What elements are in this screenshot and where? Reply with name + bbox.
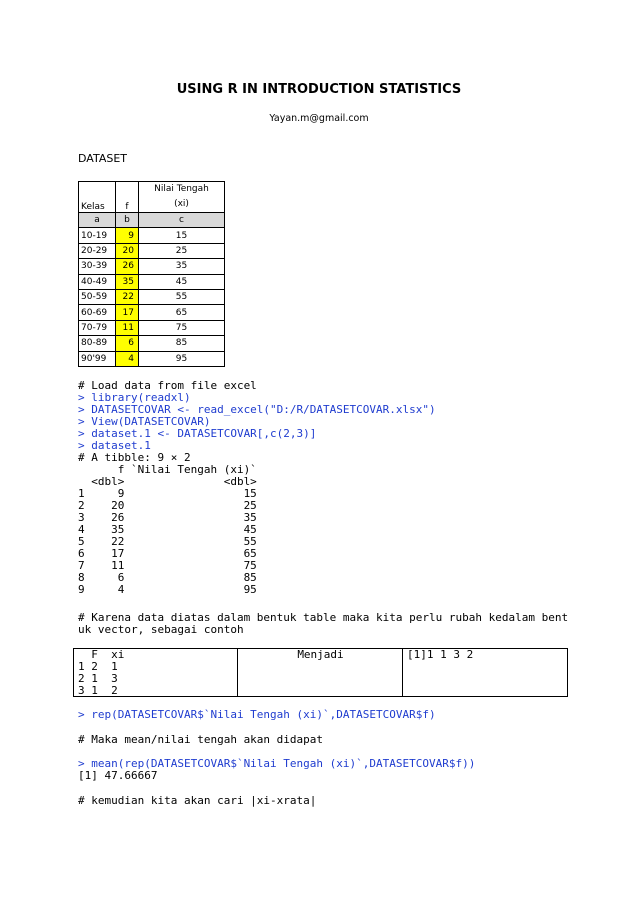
author-email: Yayan.m@gmail.com: [269, 113, 369, 124]
code-comment-load: # Load data from file excel: [78, 379, 257, 392]
section-label: DATASET: [78, 152, 127, 165]
cell-kelas: 20-29: [79, 243, 116, 258]
page-title: USING R IN INTRODUCTION STATISTICS: [176, 82, 462, 97]
table-row: [79, 243, 225, 258]
cell-f: 20: [116, 243, 139, 258]
comment-abs-dev: # kemudian kita akan cari |xi-xrata|: [78, 794, 317, 807]
cell-kelas: 30-39: [79, 259, 116, 274]
output-line: 9 4 95: [78, 583, 257, 596]
cell-kelas: 70-79: [79, 320, 116, 335]
table-row: [79, 336, 225, 351]
cell-f: 35: [116, 274, 139, 289]
example-box: [73, 648, 568, 697]
cell-f: 9: [116, 228, 139, 243]
cell-kelas: 50-59: [79, 289, 116, 304]
cell-xi: 95: [139, 351, 225, 366]
header-kelas: Kelas: [79, 182, 116, 213]
example-menjadi: Menjadi: [237, 649, 403, 696]
output-line: 5 22 55: [78, 535, 257, 548]
cell-kelas: 40-49: [79, 274, 116, 289]
output-line: f `Nilai Tengah (xi)`: [78, 463, 257, 476]
cell-kelas: 10-19: [79, 228, 116, 243]
output-line: 3 26 35: [78, 511, 257, 524]
subheader-a: a: [79, 213, 116, 228]
output-line: 8 6 85: [78, 571, 257, 584]
subheader-b: b: [116, 213, 139, 228]
cell-f: 22: [116, 289, 139, 304]
dataset-table: [78, 181, 225, 367]
table-subheader-row: [79, 213, 225, 228]
header-nilai-tengah-line2: (xi): [174, 199, 189, 209]
header-nilai-tengah: [139, 182, 225, 213]
table-row: [79, 305, 225, 320]
code-mean-line: > mean(rep(DATASETCOVAR$`Nilai Tengah (xi)`,DATASETCOVAR$f)): [78, 757, 476, 770]
cell-f: 4: [116, 351, 139, 366]
header-nilai-tengah-line1: Nilai Tengah: [154, 184, 209, 194]
cell-f: 11: [116, 320, 139, 335]
code-mean-block: [78, 758, 475, 782]
table-row: [79, 274, 225, 289]
code-library-line: > library(readxl): [78, 391, 191, 404]
cell-xi: 15: [139, 228, 225, 243]
example-table-text: F xi 1 2 1 2 1 3 3 1 2: [78, 648, 125, 697]
cell-xi: 55: [139, 289, 225, 304]
cell-kelas: 60-69: [79, 305, 116, 320]
comment-line: uk vector, sebagai contoh: [78, 623, 244, 636]
output-line: 2 20 25: [78, 499, 257, 512]
comment-line: # Karena data diatas dalam bentuk table maka kita perlu rubah kedalam bent: [78, 611, 569, 624]
cell-xi: 75: [139, 320, 225, 335]
cell-f: 6: [116, 336, 139, 351]
table-row: [79, 259, 225, 274]
mean-output: [1] 47.66667: [78, 769, 158, 782]
cell-f: 26: [116, 259, 139, 274]
header-f: f: [116, 182, 139, 213]
cell-xi: 45: [139, 274, 225, 289]
code-view-line: > View(DATASETCOVAR): [78, 415, 211, 428]
cell-kelas: 90'99: [79, 351, 116, 366]
table-row: [79, 289, 225, 304]
code-subset-line: > dataset.1 <- DATASETCOVAR[,c(2,3)]: [78, 427, 317, 440]
cell-kelas: 80-89: [79, 336, 116, 351]
output-line: <dbl> <dbl>: [78, 475, 257, 488]
cell-xi: 85: [139, 336, 225, 351]
cell-xi: 35: [139, 259, 225, 274]
r-code-block: [78, 380, 436, 596]
example-result: [1]1 1 3 2: [402, 649, 567, 696]
cell-xi: 25: [139, 243, 225, 258]
cell-xi: 65: [139, 305, 225, 320]
comment-vector: [78, 612, 568, 636]
table-row: [79, 351, 225, 366]
subheader-c: c: [139, 213, 225, 228]
code-rep-line: > rep(DATASETCOVAR$`Nilai Tengah (xi)`,DATASETCOVAR$f): [78, 708, 436, 721]
output-line: 7 11 75: [78, 559, 257, 572]
output-line: # A tibble: 9 × 2: [78, 451, 191, 464]
table-header-row: [79, 182, 225, 213]
table-row: [79, 320, 225, 335]
table-row: [79, 228, 225, 243]
comment-mean: # Maka mean/nilai tengah akan didapat: [78, 733, 324, 746]
output-line: 1 9 15: [78, 487, 257, 500]
output-line: 4 35 45: [78, 523, 257, 536]
output-line: 6 17 65: [78, 547, 257, 560]
code-print-line: > dataset.1: [78, 439, 151, 452]
cell-f: 17: [116, 305, 139, 320]
code-read-excel-line: > DATASETCOVAR <- read_excel("D:/R/DATASETCOVAR.xlsx"): [78, 403, 436, 416]
